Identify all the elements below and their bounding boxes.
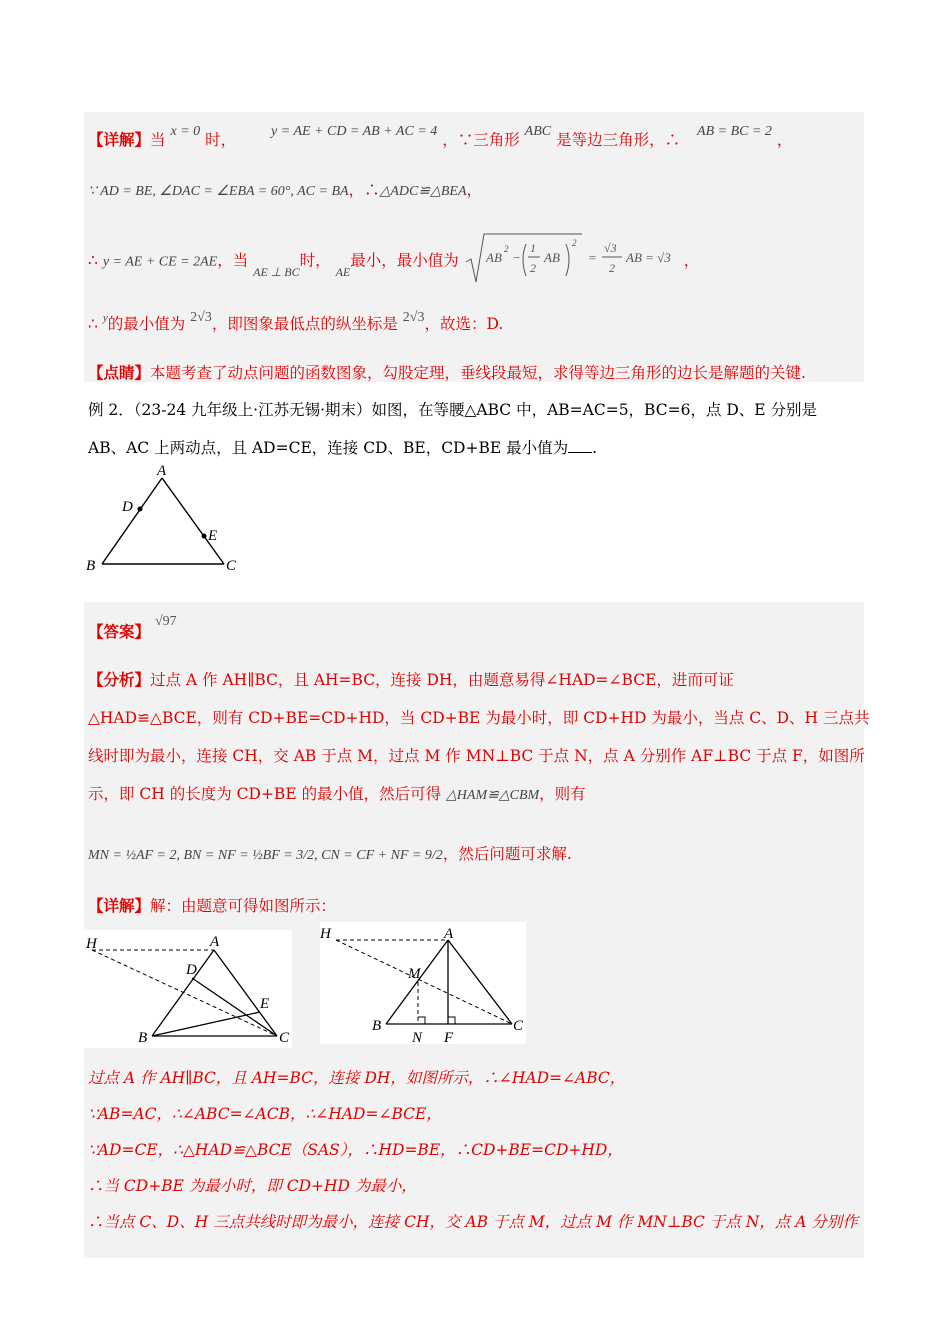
detail-line-4: ∴ $^y$的最小值为 2√3，即图象最低点的纵坐标是 2√3，故选：D. [88, 310, 504, 333]
analysis-line-5: MN = ½AF = 2, BN = NF = ½BF = 3/2, CN = CF + NF = 9/2，然后问题可求解. [88, 845, 572, 863]
segment-ac [214, 950, 277, 1036]
svg-text:AB: AB [485, 250, 502, 265]
example-line-2: AB、AC 上两动点，且 AD=CE，连接 CD、BE，CD+BE 最小值为 . [88, 439, 598, 457]
detail-line-2: ∵ AD = BE, ∠DAC = ∠EBA = 60°, AC = BA，∴△ADC≌△BEA， [88, 181, 483, 199]
point-d [138, 507, 143, 512]
right-angle-n [418, 1017, 425, 1024]
figure-hamnfc [320, 922, 526, 1044]
analysis-formula: MN = ½AF = 2, BN = NF = ½BF = 3/2, CN = CF + NF = 9/2 [88, 848, 443, 863]
detail-line-1: 【详解】当 x = 0 时， y = AE + CD = AB + AC = 4 ，∵三角形 ABC 是等边三角形，∴ AB = BC = 2 ， [88, 124, 793, 149]
svg-text:AB: AB [543, 250, 560, 265]
sqrt-expression [464, 232, 684, 291]
svg-text:M: M [408, 966, 421, 982]
svg-text:D: D [186, 962, 197, 978]
detail-label: 【详解】 [88, 130, 151, 149]
solution-line-4: ∴当 CD+BE 为最小时，即 CD+HD 为最小， [88, 1177, 417, 1195]
label-a: A [157, 463, 167, 479]
svg-text:C: C [513, 1018, 524, 1034]
segment-ac [162, 478, 224, 564]
svg-text:=: = [587, 250, 597, 265]
segment-ab [102, 478, 162, 564]
svg-text:F: F [444, 1030, 454, 1044]
svg-text:A: A [210, 934, 220, 950]
svg-text:C: C [279, 1030, 290, 1046]
comment-line: 【点睛】本题考查了动点问题的函数图象，勾股定理，垂线段最短，求得等边三角形的边长是解题的关键. [88, 363, 806, 382]
svg-text:2: 2 [571, 238, 577, 248]
solution-line-2: ∵AB=AC，∴∠ABC=∠ACB，∴∠HAD=∠BCE， [88, 1105, 442, 1123]
detail2-label: 【详解】 [88, 896, 151, 915]
svg-text:E: E [260, 996, 270, 1012]
svg-text:N: N [412, 1030, 423, 1044]
segment-ab [152, 950, 214, 1036]
analysis-label: 【分析】 [88, 670, 151, 689]
analysis-line-2: △HAD≌△BCE，则有 CD+BE=CD+HD，当 CD+BE 为最小时，即 CD+HD 为最小，当点 C、D、H 三点共 [88, 709, 870, 727]
solution-line-1: 过点 A 作 AH∥BC，且 AH=BC，连接 DH，如图所示，∴∠HAD=∠ABC， [88, 1069, 626, 1087]
answer-blank [568, 452, 592, 453]
analysis-line-1: 【分析】过点 A 作 AH∥BC，且 AH=BC，连接 DH，由题意易得∠HAD=∠BCE，进而可证 [88, 670, 734, 689]
svg-text:B: B [372, 1018, 382, 1034]
radical-expression [464, 232, 684, 286]
figure-hadec [84, 930, 292, 1048]
solution-line-5: ∴当点 C、D、H 三点共线时即为最小，连接 CH，交 AB 于点 M，过点 M 作 MN⊥BC 于点 N，点 A 分别作 [88, 1213, 858, 1231]
segment-ab [386, 940, 448, 1024]
segment-be [152, 1012, 260, 1036]
analysis-line-3: 线时即为最小，连接 CH，交 AB 于点 M，过点 M 作 MN⊥BC 于点 N，点 A 分别作 AF⊥BC 于点 F，如图所 [88, 747, 865, 765]
svg-text:1: 1 [529, 241, 536, 255]
segment-ac [448, 940, 512, 1024]
analysis-line-4: 示，即 CH 的长度为 CD+BE 的最小值，然后可得 △HAM≌△CBM，则有 [88, 785, 586, 803]
svg-text:2: 2 [529, 261, 536, 275]
svg-text:2: 2 [608, 261, 615, 275]
detail-line-3: ∴ y = AE + CE = 2AE，当 $_{AE \perp BC}$时， $_{AE}$最小，最小值为 AB 2 − 1 2 AB 2 = √3 2 AB = √3 ， [88, 232, 699, 291]
label-c: C [226, 558, 237, 574]
example-line-1: 例 2．（23-24 九年级上·江苏无锡·期末）如图，在等腰△ABC 中，AB=AC=5，BC=6，点 D、E 分别是 [88, 401, 818, 419]
detail2-line: 【详解】解：由题意可得如图所示： [88, 896, 337, 915]
svg-text:AB = √3: AB = √3 [625, 250, 671, 265]
svg-text:A: A [444, 926, 454, 942]
answer-label: 【答案】 [88, 622, 151, 641]
solution-line-3: ∵AD=CE，∴△HAD≌△BCE（SAS），∴HD=BE，∴CD+BE=CD+HD， [88, 1141, 623, 1159]
label-b: B [86, 558, 96, 574]
label-e: E [208, 528, 218, 544]
svg-text:−: − [511, 250, 521, 265]
answer-line [88, 614, 177, 642]
point-e [202, 534, 207, 539]
segment-hc [336, 940, 512, 1024]
segment-hc [92, 950, 277, 1036]
svg-text:2: 2 [503, 244, 509, 254]
svg-text:H: H [86, 936, 97, 952]
svg-text:B: B [138, 1030, 148, 1046]
label-d: D [122, 499, 133, 515]
comment-label: 【点睛】 [88, 363, 151, 382]
answer-value: √97 [154, 614, 177, 629]
triangle-figure-1 [84, 462, 244, 578]
right-angle-f [448, 1017, 455, 1024]
svg-text:H: H [320, 926, 331, 942]
svg-text:√3: √3 [603, 241, 617, 255]
